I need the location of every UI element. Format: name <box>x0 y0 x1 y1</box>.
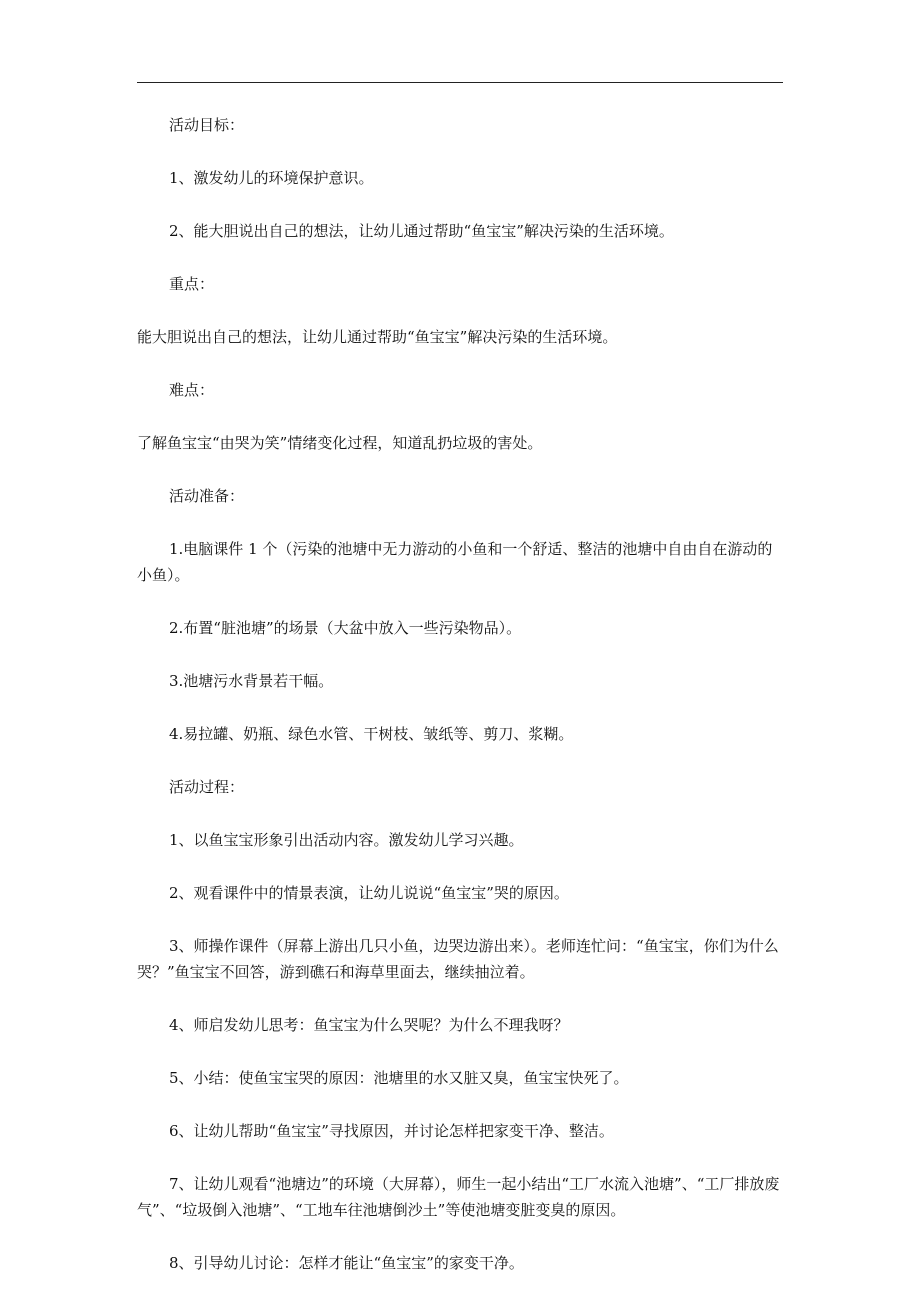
process-step-1: 1、以鱼宝宝形象引出活动内容。激发幼儿学习兴趣。 <box>169 831 524 849</box>
difficulty-text: 了解鱼宝宝“由哭为笑”情绪变化过程，知道乱扔垃圾的害处。 <box>137 434 543 452</box>
preparation-1: 1.电脑课件 1 个（污染的池塘中无力游动的小鱼和一个舒适、整洁的池塘中自由自在游动的小鱼）。 <box>137 540 773 584</box>
preparation-4: 4.易拉罐、奶瓶、绿色水管、干树枝、皱纸等、剪刀、浆糊。 <box>169 725 574 743</box>
process-step-5: 5、小结：使鱼宝宝哭的原因：池塘里的水又脏又臭，鱼宝宝快死了。 <box>169 1069 629 1087</box>
heading-objectives: 活动目标： <box>169 116 245 134</box>
objective-2: 2、能大胆说出自己的想法，让幼儿通过帮助“鱼宝宝”解决污染的生活环境。 <box>169 222 674 240</box>
process-step-7: 7、让幼儿观看“池塘边”的环境（大屏幕），师生一起小结出“工厂水流入池塘”、“工厂排放废气”、“垃圾倒入池塘”、“工地车往池塘倒沙土”等使池塘变脏变臭的原因。 <box>137 1175 780 1219</box>
preparation-2: 2.布置“脏池塘”的场景（大盆中放入一些污染物品）。 <box>169 619 522 637</box>
heading-key-point: 重点： <box>169 275 215 293</box>
process-step-4: 4、师启发幼儿思考：鱼宝宝为什么哭呢？为什么不理我呀？ <box>169 1016 569 1034</box>
process-step-3: 3、师操作课件（屏幕上游出几只小鱼，边哭边游出来）。老师连忙问：“鱼宝宝，你们为什么哭？”鱼宝宝不回答，游到礁石和海草里面去，继续抽泣着。 <box>137 937 779 981</box>
heading-difficulty: 难点： <box>169 381 215 399</box>
heading-preparation: 活动准备： <box>169 487 245 505</box>
objective-1: 1、激发幼儿的环境保护意识。 <box>169 169 374 187</box>
key-point-text: 能大胆说出自己的想法，让幼儿通过帮助“鱼宝宝”解决污染的生活环境。 <box>137 328 618 346</box>
heading-process: 活动过程： <box>169 778 245 796</box>
header-rule <box>137 82 783 83</box>
process-step-2: 2、观看课件中的情景表演，让幼儿说说“鱼宝宝”哭的原因。 <box>169 884 569 902</box>
process-step-6: 6、让幼儿帮助“鱼宝宝”寻找原因，并讨论怎样把家变干净、整洁。 <box>169 1122 614 1140</box>
preparation-3: 3.池塘污水背景若干幅。 <box>169 672 334 690</box>
document-body <box>137 100 783 1276</box>
process-step-8: 8、引导幼儿讨论：怎样才能让“鱼宝宝”的家变干净。 <box>169 1254 524 1272</box>
